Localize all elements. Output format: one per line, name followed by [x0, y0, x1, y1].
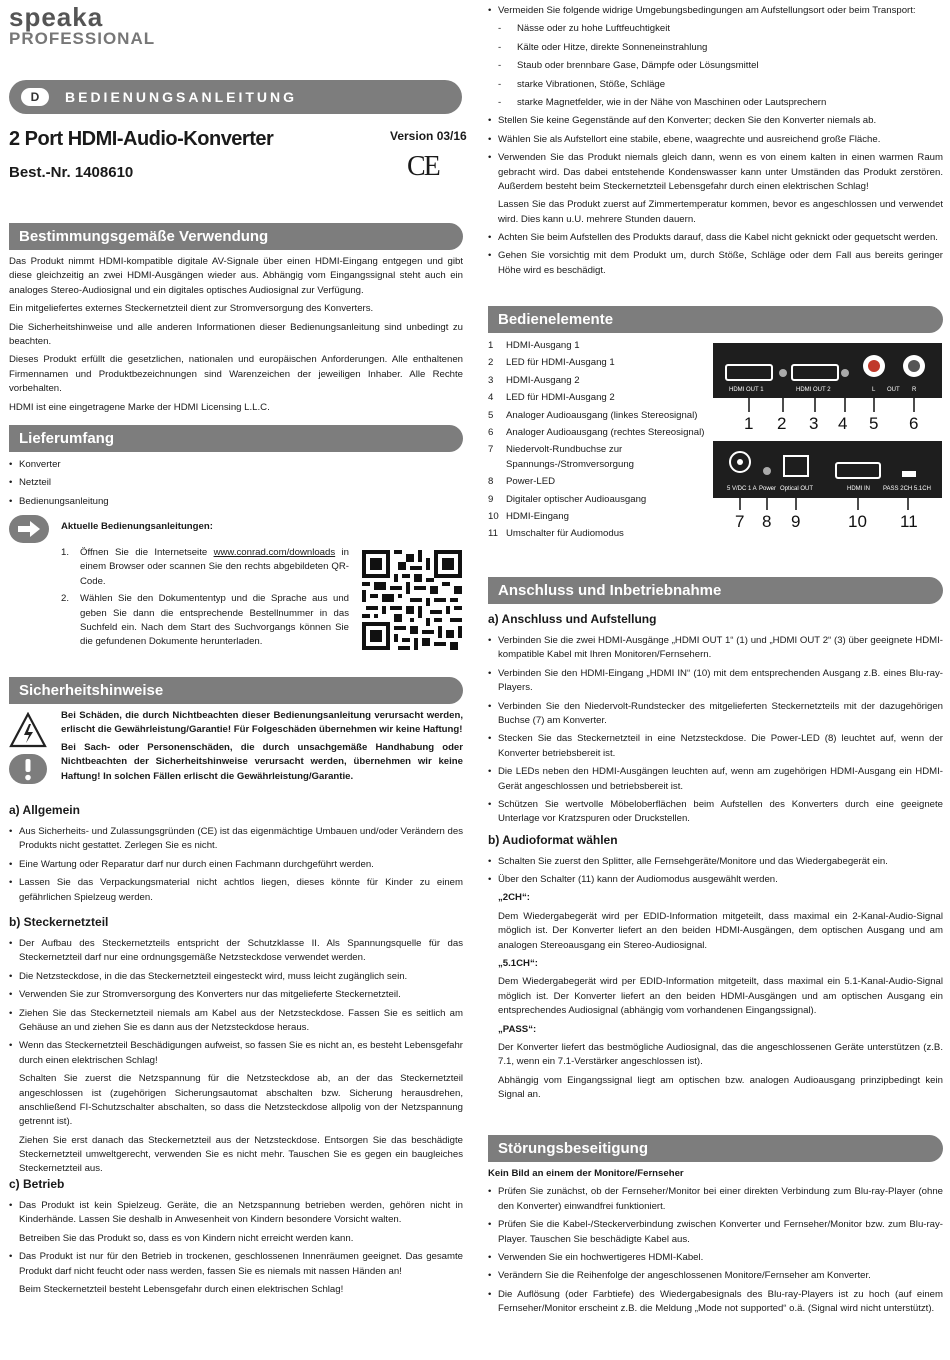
callout-3: 3 [809, 414, 819, 433]
paragraph: Ziehen Sie erst danach das Steckernetzteil aus der Netzsteckdose. Entsorgen Sie das beschädigte Steckernetzteil umweltgerecht, verwenden Sie es nicht mehr. Tauschen Sie es gegen ein baugleiches Steckernetzteil aus. [19, 1134, 463, 1175]
callout-8: 8 [762, 512, 772, 531]
list-item: - Staub oder brennbare Gase, Dämpfe oder Lösungsmittel [498, 59, 943, 73]
qr-code[interactable] [362, 550, 462, 655]
paragraph: Dem Wiedergabegerät wird per EDID-Information mitgeteilt, dass maximal ein 5.1-Kanal-Audio-Signal möglich ist. Der Konverter liefert an den beiden HDMI-Ausgängen und am optischen Ausgang ein entsprechendes Audiosignal (abhängig vom vorhandenen Eingangssignal). [498, 976, 943, 1017]
section-title: Anschluss und Inbetriebnahme [488, 577, 943, 604]
control-item: 10 HDMI-Eingang [488, 510, 569, 522]
callout-5: 5 [869, 414, 879, 433]
language-badge: D [21, 88, 49, 106]
label-hdmi-out2: HDMI OUT 2 [796, 387, 831, 393]
list-item: • Prüfen Sie zunächst, ob der Fernseher/Monitor bei einer direkten Verbindung zum Blu-ray-Player (ohne den Konverter) einwandfrei funktioniert. [488, 1185, 943, 1214]
list-item: • Schützen Sie wertvolle Möbeloberflächen beim Aufstellen des Konverters durch eine geeignete Unterlage vor Kratzspuren oder Druckstellen. [488, 798, 943, 827]
subsection-title: c) Betrieb [9, 1177, 65, 1191]
led-out1 [779, 369, 787, 377]
order-number: Best.-Nr. 1408610 [9, 164, 134, 181]
manual-header-bar [9, 80, 462, 114]
control-item: 6 Analoger Audioausgang (rechtes Stereosignal) [488, 426, 705, 438]
mode-heading: „2CH“: [498, 892, 530, 904]
safety-power-supply [9, 909, 463, 1181]
section-title: Sicherheitshinweise [9, 677, 463, 704]
control-item: 9 Digitaler optischer Audioausgang [488, 493, 647, 505]
callout-2: 2 [777, 414, 787, 433]
callout-1: 1 [744, 414, 754, 433]
step-number: 2. [61, 593, 70, 605]
list-item: • Prüfen Sie die Kabel-/Steckerverbindung zwischen Konverter und Fernseher/Monitor bzw. zum Blu-ray-Player. Tauschen Sie beschädigte Kabel aus. [488, 1218, 943, 1247]
controls-list [488, 339, 713, 542]
control-item: 4 LED für HDMI-Ausgang 2 [488, 392, 615, 404]
control-item: 5 Analoger Audioausgang (linkes Stereosignal) [488, 409, 698, 421]
step-text: Wählen Sie den Dokumententyp und die Sprache aus und geben Sie dann die entsprechende Bestellnummer in das Suchfeld ein. Nach dem Start des Suchvorgangs können Sie die gefundenen Dokumente herunterladen. [80, 593, 349, 648]
ce-mark: CE [407, 151, 439, 182]
label-dc: 5 V/DC 1 A [727, 486, 757, 492]
version-label: Version 03/16 [390, 129, 467, 143]
mode-heading: „5.1CH“: [498, 958, 538, 970]
list-item: • Eine Wartung oder Reparatur darf nur durch einen Fachmann durchgeführt werden. [9, 858, 463, 872]
device-top-panel [713, 343, 942, 398]
subsection-title: b) Steckernetzteil [9, 915, 109, 929]
list-item: • Die LEDs neben den HDMI-Ausgängen leuchten auf, wenn am zugehörigen HDMI-Ausgang ein HDMI-Gerät angeschlossen und betriebsbereit ist. [488, 765, 943, 794]
optical-port [783, 455, 809, 477]
section-safety [9, 677, 463, 704]
warning-warranty: Bei Schäden, die durch Nichtbeachten dieser Bedienungsanleitung verursacht werden, erlischt die Gewährleistung/Garantie! Für Folgeschäden übernehmen wir keine Haftung! [61, 710, 463, 736]
list-item: - Nässe oder zu hohe Luftfeuchtigkeit [498, 22, 943, 36]
section-title: Störungsbeseitigung [488, 1135, 943, 1162]
list-item: • Das Produkt ist nur für den Betrieb in trockenen, geschlossenen Innenräumen geeignet. Das gesamte Produkt darf nicht feucht oder nass werden, fassen Sie es niemals mit nassen Händen an! [9, 1250, 463, 1279]
label-hdmi-in: HDMI IN [847, 486, 870, 492]
callout-9: 9 [791, 512, 801, 531]
paragraph: HDMI ist eine eingetragene Marke der HDMI Licensing L.L.C. [9, 401, 270, 413]
paragraph: Abhängig vom Eingangssignal liegt am optischen bzw. analogen Audioausgang prinzipbedingt kein Signal an. [498, 1074, 943, 1101]
callout-10: 10 [848, 512, 867, 531]
list-item: • Ziehen Sie das Steckernetzteil niemals am Kabel aus der Netzsteckdose. Fassen Sie es seitlich am Gehäuse an und ziehen Sie es dann aus der Netzsteckdose heraus. [9, 1007, 463, 1036]
control-item: 11 Umschalter für Audiomodus [488, 528, 624, 540]
arrow-icon [9, 515, 49, 543]
paragraph: Dieses Produkt erfüllt die gesetzlichen, nationalen und europäischen Anforderungen. Alle enthaltenen Firmennamen und Produktbezeichnungen sind Warenzeichen der jeweiligen Inhaber. Alle Rechte vorbehalten. [9, 354, 463, 395]
control-item: 1 HDMI-Ausgang 1 [488, 340, 580, 351]
electric-warning-icon [9, 712, 47, 753]
list-item: - starke Magnetfelder, wie in der Nähe von Maschinen oder Lautsprechern [498, 96, 943, 110]
list-item: • Verwenden Sie ein hochwertigeres HDMI-Kabel. [488, 1251, 943, 1265]
manual-label: BEDIENUNGSANLEITUNG [65, 89, 298, 105]
list-item: • Bedienungsanleitung [9, 495, 463, 509]
brand-logo [9, 4, 155, 47]
callout-7: 7 [735, 512, 745, 531]
step-text: in einem Browser oder scannen Sie den rechts abgebildeten QR-Code. [80, 547, 349, 587]
step-item [61, 592, 349, 650]
paragraph: Der Konverter liefert das bestmögliche Audiosignal, das die angeschlossenen Geräte unterstützen (z.B. 7.1, wenn ein 7.1-Verstärker angeschlossen ist). [498, 1041, 943, 1068]
control-item: 3 HDMI-Ausgang 2 [488, 374, 580, 386]
control-item: 7 Niedervolt-Rundbuchse zur Spannungs-/Stromversorgung [488, 444, 634, 470]
list-item: • Verbinden Sie die zwei HDMI-Ausgänge „HDMI OUT 1“ (1) und „HDMI OUT 2“ (3) über geeignete HDMI-kompatible Kabel mit Ihren Monitoren/Fernsehern. [488, 634, 943, 663]
safety-environment [488, 4, 943, 282]
control-item: 8 Power-LED [488, 476, 556, 488]
list-item: • Vermeiden Sie folgende widrige Umgebungsbedingungen am Aufstellungsort oder beim Transport: [488, 4, 943, 18]
section-connection [488, 577, 943, 1107]
list-item: • Schalten Sie zuerst den Splitter, alle Fernsehgeräte/Monitore und das Wiedergabegerät ein. [488, 855, 943, 869]
trouble-subtitle: Kein Bild an einem der Monitore/Fernseher [488, 1168, 684, 1179]
paragraph: Das Produkt nimmt HDMI-kompatible digitale AV-Signale über einen HDMI-Eingang entgegen und gibt diese gleichzeitig an zwei HDMI-Ausgängen wieder aus. Abhängig vom Eingangssignal steht auch ein analoges Stereo-Audiosignal und ein digitales optisches Audiosignal zur Verfügung. [9, 256, 463, 296]
step-text: Öffnen Sie die Internetseite [80, 547, 214, 558]
safety-general [9, 797, 463, 909]
paragraph: Schalten Sie zuerst die Netzspannung für die Netzsteckdose ab, an der das Steckernetzteil angeschlossen ist (zugehörigen Sicherungsautomat abschalten bzw. Sicherung herausdrehen, anschließend FI-Schutzschalter abschalten, so dass die Netzsteckdose allpolig von der Netzspannung getrennt ist). [19, 1073, 463, 1128]
audio-r-jack [903, 355, 925, 377]
section-troubleshooting [488, 1135, 943, 1321]
power-led [763, 467, 771, 475]
hdmi-out1-port [725, 364, 773, 381]
label-l: L [872, 387, 876, 393]
list-item: • Aus Sicherheits- und Zulassungsgründen (CE) ist das eigenmächtige Umbauen und/oder Verändern des Produkts nicht gestattet. Zerlegen Sie es nicht. [9, 825, 463, 854]
mode-switch [902, 471, 916, 477]
section-title: Bestimmungsgemäße Verwendung [9, 223, 463, 250]
list-item: • Lassen Sie das Verpackungsmaterial nicht achtlos liegen, dieses könnte für Kinder zu einem gefährlichen Spielzeug werden. [9, 876, 463, 905]
paragraph: Dem Wiedergabegerät wird per EDID-Information mitgeteilt, dass maximal ein 2-Kanal-Audio-Signal möglich ist. Der Konverter liefert an den beiden HDMI-Ausgängen, dem optischen Ausgang und am analogen Stereoausgang ein Stereo-Audiosignal. [498, 910, 943, 951]
brand-name: speaka [9, 2, 104, 32]
warning-liability: Bei Sach- oder Personenschäden, die durch unsachgemäße Handhabung oder Nichtbeachten der Sicherheitshinweise verursacht werden, übernehmen wir keine Haftung! In solchen Fällen erlischt die Gewährleistung/Garantie. [61, 742, 463, 782]
list-item: • Verbinden Sie den Niedervolt-Rundstecker des mitgelieferten Steckernetzteils mit der dazugehörigen Buchse (7) am Konverter. [488, 700, 943, 729]
list-item: • Verbinden Sie den HDMI-Eingang „HDMI IN“ (10) mit dem entsprechenden Ausgang z.B. eines Blu-ray-Players. [488, 667, 943, 696]
label-mode: PASS 2CH 5.1CH [883, 486, 931, 492]
list-item: • Verwenden Sie das Produkt niemals gleich dann, wenn es von einem kalten in einen warmen Raum gebracht wird. Das dabei entstehende Kondenswasser kann unter Umständen das Produkt zerstören. Außerdem besteht beim Steckernetzteil Lebensgefahr durch einen elektrischen Schlag! [488, 151, 943, 194]
paragraph: Die Sicherheitshinweise und alle anderen Informationen dieser Bedienungsanleitung sind unbedingt zu beachten. [9, 321, 463, 347]
manuals-title: Aktuelle Bedienungsanleitungen: [61, 521, 213, 532]
subsection-title: a) Allgemein [9, 803, 80, 817]
exclamation-icon [9, 754, 47, 784]
list-item: • Verwenden Sie zur Stromversorgung des Konverters nur das mitgelieferte Steckernetzteil. [9, 988, 463, 1002]
list-item: • Konverter [9, 458, 463, 472]
brand-sub: PROFESSIONAL [9, 29, 156, 48]
product-title: 2 Port HDMI-Audio-Konverter [9, 128, 274, 150]
hdmi-out2-port [791, 364, 839, 381]
led-out2 [841, 369, 849, 377]
callout-11: 11 [900, 512, 918, 531]
download-steps [61, 546, 349, 653]
paragraph: Lassen Sie das Produkt zuerst auf Zimmertemperatur kommen, bevor es angeschlossen und verwendet wird. Dies kann u.U. mehrere Stunden dauern. [498, 199, 943, 225]
list-item: • Das Produkt ist kein Spielzeug. Geräte, die an Netzspannung betrieben werden, gehören nicht in Kinderhände. Lassen Sie deshalb in Anwesenheit von Kindern besondere Vorsicht walten. [9, 1199, 463, 1228]
list-item: • Die Auflösung (oder Farbtiefe) des Wiedergabesignals des Blu-ray-Players ist zu hoch (auf einem Fernseher/Monitor erscheint z.B. die Meldung „Mode not supported“ o.ä. (Signal wird nicht unterstützt). [488, 1288, 943, 1317]
device-bottom-panel [713, 441, 942, 498]
list-item: • Wählen Sie als Aufstellort eine stabile, ebene, waagrechte und ausreichend große Fläche. [488, 133, 943, 147]
label-optical: Optical OUT [780, 486, 814, 492]
label-power: Power [759, 486, 777, 492]
subsection-title: b) Audioformat wählen [488, 832, 618, 847]
hdmi-in-port [835, 462, 881, 479]
list-item: • Der Aufbau des Steckernetzteils entspricht der Schutzklasse II. Als Spannungsquelle für das Steckernetzteil darf nur eine ordnungsgemäße Netzsteckdose verwendet werden. [9, 937, 463, 966]
list-item: • Achten Sie beim Aufstellen des Produkts darauf, dass die Kabel nicht geknickt oder gequetscht werden. [488, 231, 943, 245]
list-item: • Wenn das Steckernetzteil Beschädigungen aufweist, so fassen Sie es nicht an, es besteht Lebensgefahr durch einen elektrischen Schlag! [9, 1039, 463, 1068]
label-out: OUT [887, 387, 900, 393]
list-item: • Stellen Sie keine Gegenstände auf den Konverter; decken Sie den Konverter niemals ab. [488, 114, 943, 128]
list-item: • Gehen Sie vorsichtig mit dem Produkt um, durch Stöße, Schläge oder dem Fall aus bereits geringer Höhe wird es beschädigt. [488, 249, 943, 278]
section-title: Lieferumfang [9, 425, 463, 452]
callout-6: 6 [909, 414, 919, 433]
downloads-link[interactable]: www.conrad.com/downloads [213, 547, 336, 558]
list-item: • Über den Schalter (11) kann der Audiomodus ausgewählt werden. [488, 873, 943, 887]
section-delivery [9, 425, 463, 513]
label-hdmi-out1: HDMI OUT 1 [729, 387, 764, 393]
paragraph: Beim Steckernetzteil besteht Lebensgefahr durch einen elektrischen Schlag! [19, 1283, 344, 1295]
section-intended-use [9, 223, 463, 419]
mode-heading: „PASS“: [498, 1023, 537, 1035]
list-item: • Stecken Sie das Steckernetzteil in eine Netzsteckdose. Die Power-LED (8) leuchtet auf, wenn der Konverter betriebsbereit ist. [488, 732, 943, 761]
list-item: • Verändern Sie die Reihenfolge der angeschlossenen Monitore/Fernseher am Konverter. [488, 1269, 943, 1283]
paragraph: Ein mitgeliefertes externes Steckernetzteil dient zur Stromversorgung des Konverters. [9, 303, 374, 315]
list-item: • Die Netzsteckdose, in die das Steckernetzteil eingesteckt wird, muss leicht zugänglich sein. [9, 970, 463, 984]
list-item: - Kälte oder Hitze, direkte Sonneneinstrahlung [498, 41, 943, 55]
label-r: R [912, 387, 917, 393]
subsection-title: a) Anschluss und Aufstellung [488, 612, 657, 626]
dc-jack [729, 451, 751, 473]
paragraph: Betreiben Sie das Produkt so, dass es von Kindern nicht erreicht werden kann. [19, 1232, 354, 1244]
control-item: 2 LED für HDMI-Ausgang 1 [488, 357, 615, 369]
audio-l-jack [863, 355, 885, 377]
safety-operation [9, 1171, 463, 1301]
list-item: - starke Vibrationen, Stöße, Schläge [498, 78, 943, 92]
section-title: Bedienelemente [488, 306, 943, 333]
callout-4: 4 [838, 414, 848, 433]
step-number: 1. [61, 547, 70, 558]
step-item [61, 546, 349, 589]
list-item: • Netzteil [9, 476, 463, 490]
